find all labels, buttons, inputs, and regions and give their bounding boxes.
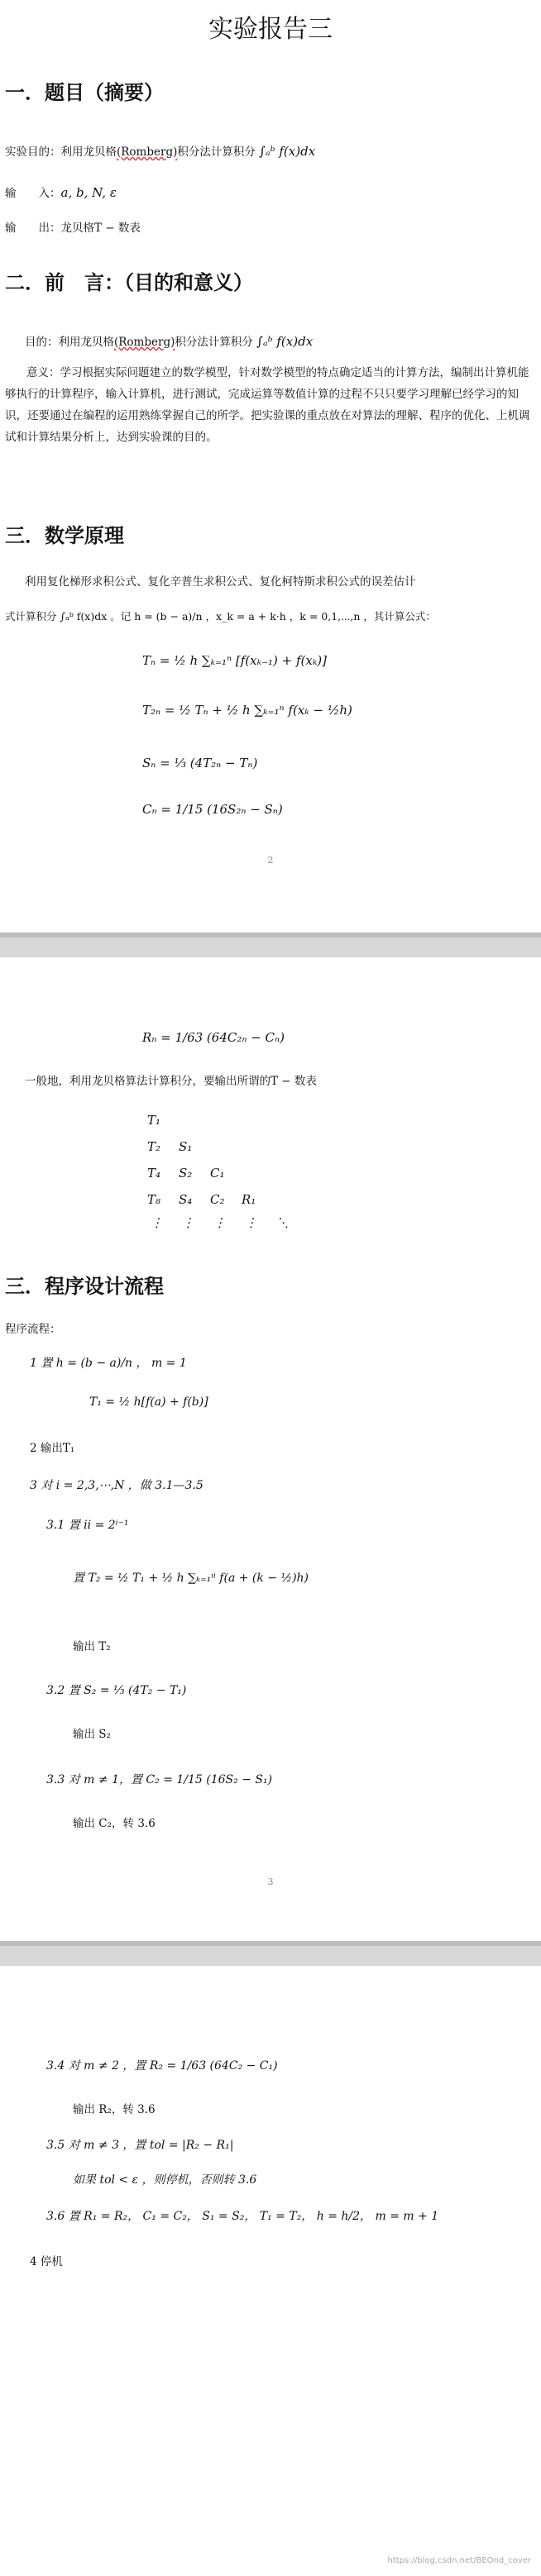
step-1-t1: T₁ = ½ h[f(a) + f(b)] xyxy=(89,1395,208,1409)
t-table-cell: ⋱ xyxy=(276,1215,289,1230)
step-3-5: 3.5 对 m ≠ 3 ，置 tol = |R₂ − R₁| xyxy=(46,2139,234,2152)
document-page-2 xyxy=(0,957,541,1941)
integral-formula: ∫ₐᵇ f(x)dx xyxy=(259,144,316,159)
t-table-cell: ⋮ xyxy=(213,1215,226,1230)
formula-cn: Cₙ = 1/15 (16S₂ₙ − Sₙ) xyxy=(142,802,283,817)
t-table-cell: ⋮ xyxy=(182,1215,194,1230)
page-gap xyxy=(0,933,541,957)
t-table-cell: R₁ xyxy=(242,1192,256,1207)
step-3-1-output: 输出 T₂ xyxy=(73,1640,111,1653)
step-3-2: 3.2 置 S₂ = ⅓ (4T₂ − T₁) xyxy=(46,1684,187,1697)
watermark: https://blog.csdn.net/BEOnd_cover xyxy=(387,2556,531,2565)
preface-meaning: 意义：学习根据实际问题建立的数学模型，针对数学模型的特点确定适当的计算方法，编制出计算机能够执行的计算程序，输入计算机，进行测试，完成运算等数值计算的过程不只只要学习理解已经学习的知识，还要通过在编程的运用熟练掌握自己的所学。把实验课的重点放在对算法的理解、程序的优化、上机调试和计算结果分析上，达到实验课的目的。 xyxy=(5,366,530,444)
math-intro-line-1: 利用复化梯形求积公式、复化辛普生求积公式、复化柯特斯求积公式的误差估计 xyxy=(25,575,416,589)
general-statement: 一般地，利用龙贝格算法计算积分，要输出所谓的T − 数表 xyxy=(25,1075,317,1088)
step-3-3: 3.3 对 m ≠ 1，置 C₂ = 1/15 (16S₂ − S₁) xyxy=(46,1773,273,1787)
t-table-cell: ⋮ xyxy=(151,1215,163,1230)
experiment-purpose: 实验目的：利用龙贝格(Romberg)积分法计算积分 ∫ₐᵇ f(x)dx xyxy=(5,144,316,159)
step-3-4-output: 输出 R₂，转 3.6 xyxy=(73,2103,156,2116)
step-3-3-output: 输出 C₂，转 3.6 xyxy=(73,1817,156,1830)
step-4: 4 停机 xyxy=(30,2255,63,2268)
t-table-cell: T₄ xyxy=(147,1166,161,1181)
t-table-cell: C₂ xyxy=(210,1192,225,1207)
t-table-cell: ⋮ xyxy=(245,1215,257,1230)
step-3-4: 3.4 对 m ≠ 2 ，置 R₂ = 1/63 (64C₂ − C₁) xyxy=(46,2059,278,2073)
t-table-cell: S₂ xyxy=(179,1166,193,1181)
input-line: 输 入：a, b, N, ε xyxy=(5,185,117,200)
page-gap xyxy=(0,1941,541,1966)
preface-purpose: 目的：利用龙贝格(Romberg)积分法计算积分 ∫ₐᵇ f(x)dx xyxy=(25,334,314,349)
formula-tn: Tₙ = ½ h ∑ₖ₌₁ⁿ [f(xₖ₋₁) + f(xₖ)] xyxy=(142,653,327,668)
t-table-cell: T₁ xyxy=(147,1113,161,1128)
formula-sn: Sₙ = ⅓ (4T₂ₙ − Tₙ) xyxy=(142,756,258,770)
section-math-heading: 三．数学原理 xyxy=(5,524,124,547)
flow-label: 程序流程： xyxy=(5,1323,61,1336)
document-title: 实验报告三 xyxy=(208,15,333,44)
section-preface-heading: 二．前 言：（目的和意义） xyxy=(5,271,253,294)
math-intro-line-2: 式计算积分 ∫ₐᵇ f(x)dx 。记 h = (b − a)/n ，x_k = a + k·h ，k = 0,1,⋯,n ，其计算公式： xyxy=(5,610,436,623)
document-page-1 xyxy=(0,0,541,933)
document-page-3 xyxy=(0,1966,541,2576)
t-table-cell: S₄ xyxy=(179,1192,193,1207)
romberg-term: (Romberg) xyxy=(117,145,178,159)
t-table-cell: T₂ xyxy=(147,1139,161,1154)
formula-t2n: T₂ₙ = ½ Tₙ + ½ h ∑ₖ₌₁ⁿ f(xₖ − ½h) xyxy=(142,703,352,718)
step-3-1-t2: 置 T₂ = ½ T₁ + ½ h ∑ₖ₌₁ⁱⁱ f(a + (k − ½)h) xyxy=(73,1572,309,1585)
step-3-6: 3.6 置 R₁ = R₂， C₁ = C₂， S₁ = S₂， T₁ = T₂， h = h/2， m = m + 1 xyxy=(46,2210,439,2223)
step-3: 3 对 i = 2,3,⋯,N ，做 3.1—3.5 xyxy=(30,1479,203,1492)
section-abstract-heading: 一．题目（摘要） xyxy=(5,81,164,104)
t-table-cell: S₁ xyxy=(179,1139,193,1154)
page-number: 3 xyxy=(267,1877,274,1887)
page-number: 2 xyxy=(267,855,274,866)
t-table-cell: T₈ xyxy=(147,1192,161,1207)
t-table-cell: C₁ xyxy=(210,1166,225,1181)
step-3-1: 3.1 置 ii = 2ⁱ⁻¹ xyxy=(46,1519,129,1532)
formula-rn: Rₙ = 1/63 (64C₂ₙ − Cₙ) xyxy=(142,1030,285,1045)
step-2: 2 输出T₁ xyxy=(30,1442,75,1455)
section-flow-heading: 三．程序设计流程 xyxy=(5,1275,164,1298)
step-3-2-output: 输出 S₂ xyxy=(73,1728,111,1741)
output-line: 输 出：龙贝格T − 数表 xyxy=(5,222,141,235)
step-3-5-check: 如果 tol < ε ，则停机，否则转 3.6 xyxy=(73,2173,257,2187)
step-1: 1 置 h = (b − a)/n ， m = 1 xyxy=(30,1357,187,1370)
